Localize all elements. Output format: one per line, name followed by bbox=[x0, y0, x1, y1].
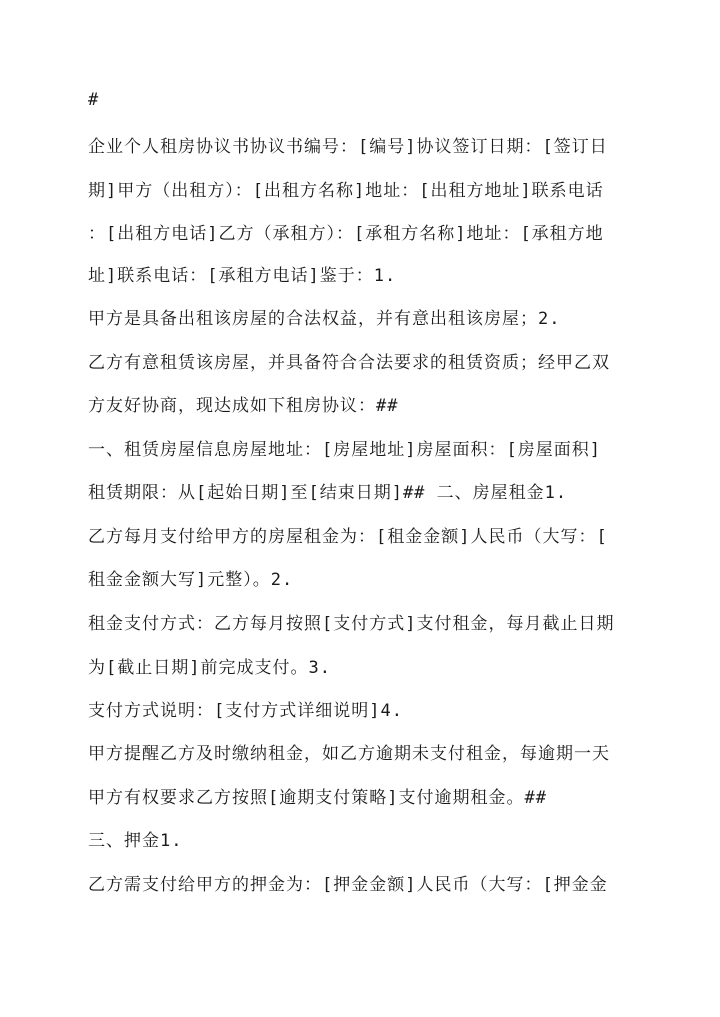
text-line: 方友好协商，现达成如下租房协议：## bbox=[88, 396, 399, 416]
text-line: ：[出租方电话]乙方（承租方）：[承租方名称]地址：[承租方地 bbox=[88, 224, 604, 244]
text-line: 一、租赁房屋信息房屋地址：[房屋地址]房屋面积：[房屋面积] bbox=[88, 440, 601, 460]
text-line: 乙方需支付给甲方的押金为：[押金金额]人民币（大写：[押金金 bbox=[88, 875, 608, 895]
text-line: 乙方每月支付给甲方的房屋租金为：[租金金额]人民币（大写：[ bbox=[88, 527, 608, 547]
text-line: 期]甲方（出租方）：[出租方名称]地址：[出租方地址]联系电话 bbox=[88, 181, 604, 201]
text-line: 三、押金1. bbox=[88, 831, 183, 851]
text-line: 租赁期限：从[起始日期]至[结束日期]## 二、房屋租金1. bbox=[88, 483, 568, 503]
text-line: 甲方有权要求乙方按照[逾期支付策略]支付逾期租金。## bbox=[88, 788, 547, 808]
text-line: 乙方有意租赁该房屋，并具备符合合法要求的租赁资质；经甲乙双 bbox=[88, 353, 610, 373]
text-line: 租金金额大写]元整）。2. bbox=[88, 570, 294, 590]
text-line: 租金支付方式：乙方每月按照[支付方式]支付租金，每月截止日期 bbox=[88, 614, 615, 634]
text-line: 支付方式说明：[支付方式详细说明]4. bbox=[88, 701, 403, 721]
text-line: 为[截止日期]前完成支付。3. bbox=[88, 658, 331, 678]
text-line: 甲方提醒乙方及时缴纳租金，如乙方逾期未支付租金，每逾期一天 bbox=[88, 744, 610, 764]
text-line: 甲方是具备出租该房屋的合法权益，并有意出租该房屋；2. bbox=[88, 309, 561, 329]
text-line: 企业个人租房协议书协议书编号：[编号]协议签订日期：[签订日 bbox=[88, 137, 608, 157]
heading-marker: # bbox=[88, 90, 100, 110]
text-line: 址]联系电话：[承租方电话]鉴于：1. bbox=[88, 266, 397, 286]
